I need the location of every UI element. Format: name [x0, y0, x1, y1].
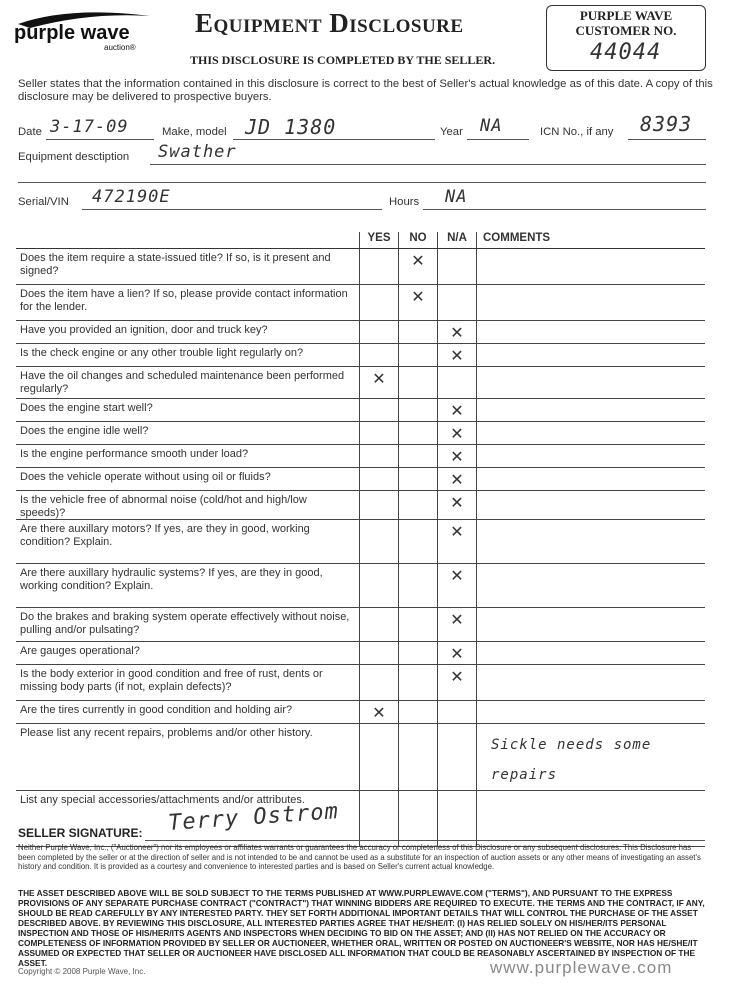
- answer-na-cell[interactable]: [438, 344, 477, 367]
- question-text: Does the item require a state-issued title? If so, is it present and signed?: [16, 249, 360, 285]
- answer-yes-cell[interactable]: [360, 608, 399, 642]
- answer-na-cell[interactable]: [438, 520, 477, 564]
- check-mark-icon: ✕: [450, 426, 464, 443]
- question-text: Is the body exterior in good condition and free of rust, dents or missing body parts (if not, explain defects)?: [16, 665, 360, 701]
- table-row: [16, 285, 705, 321]
- table-row: [16, 701, 705, 724]
- check-mark-icon: ✕: [450, 524, 464, 541]
- answer-na-cell[interactable]: [438, 285, 477, 321]
- answer-yes-cell[interactable]: [360, 564, 399, 608]
- comment-cell[interactable]: [477, 701, 706, 724]
- table-row: [16, 445, 705, 468]
- answer-no-cell[interactable]: [399, 724, 438, 791]
- hours-field[interactable]: NA: [445, 187, 468, 207]
- answer-yes-cell[interactable]: [360, 367, 399, 399]
- answer-yes-cell[interactable]: [360, 285, 399, 321]
- description-label: Equipment desctiption: [18, 151, 130, 163]
- answer-no-cell[interactable]: [399, 642, 438, 665]
- comment-cell[interactable]: [477, 399, 706, 422]
- answer-na-cell[interactable]: [438, 445, 477, 468]
- check-mark-icon: ✕: [450, 348, 464, 365]
- check-mark-icon: ✕: [450, 612, 464, 629]
- comment-cell[interactable]: [477, 791, 706, 847]
- answer-na-cell[interactable]: [438, 422, 477, 445]
- description-underline: [150, 164, 706, 165]
- comment-cell[interactable]: [477, 564, 706, 608]
- serial-field[interactable]: 472190E: [92, 187, 171, 207]
- table-row: [16, 642, 705, 665]
- comment-cell[interactable]: [477, 445, 706, 468]
- comment-cell[interactable]: [477, 642, 706, 665]
- answer-na-cell[interactable]: [438, 724, 477, 791]
- na-header: N/A: [438, 232, 477, 249]
- comment-cell[interactable]: [477, 724, 706, 791]
- question-text: Do the brakes and braking system operate effectively without noise, pulling and/or pulsating?: [16, 608, 360, 642]
- customer-number-value[interactable]: 44044: [590, 40, 662, 65]
- table-row: [16, 468, 705, 491]
- answer-no-cell[interactable]: [399, 608, 438, 642]
- answer-no-cell[interactable]: [399, 249, 438, 285]
- answer-na-cell[interactable]: [438, 665, 477, 701]
- answer-na-cell[interactable]: [438, 468, 477, 491]
- date-field[interactable]: 3-17-09: [50, 117, 129, 137]
- answer-yes-cell[interactable]: [360, 468, 399, 491]
- answer-no-cell[interactable]: [399, 791, 438, 847]
- serial-label: Serial/VIN: [18, 196, 69, 208]
- logo-subtext: auction®: [104, 43, 136, 52]
- year-label: Year: [440, 126, 463, 138]
- form-subtitle: THIS DISCLOSURE IS COMPLETED BY THE SELLER.: [190, 53, 496, 67]
- table-row: [16, 724, 705, 791]
- question-text: Please list any recent repairs, problems and/or other history.: [16, 724, 360, 791]
- table-row: [16, 321, 705, 344]
- question-text: Does the engine start well?: [16, 399, 360, 422]
- answer-yes-cell[interactable]: [360, 344, 399, 367]
- question-text: Does the item have a lien? If so, please provide contact information for the lender.: [16, 285, 360, 321]
- comment-cell[interactable]: [477, 491, 706, 520]
- comment-cell[interactable]: [477, 468, 706, 491]
- answer-yes-cell[interactable]: [360, 422, 399, 445]
- hours-underline: [423, 209, 706, 210]
- table-row: [16, 399, 705, 422]
- question-text: Is the engine performance smooth under load?: [16, 445, 360, 468]
- check-mark-icon: ✕: [450, 325, 464, 342]
- check-mark-icon: ✕: [411, 253, 425, 270]
- disclaimer-text: Neither Purple Wave, Inc., ("Auctioneer") nor its employees or affiliates warrants or guarantees the accuracy or completeness of this Disclosure or any subsequent disclosures. This Disclosure has been completed by the seller or at the direction of seller and is not intended to be and cannot be used as a substitute for an inspection of auction assets or any other means of investigating an asset's history and condition. It is provided as a courtesy and convenience to interested parties and is based on Seller's current actual knowledge.: [18, 843, 701, 872]
- check-mark-icon: ✕: [450, 568, 464, 585]
- table-row: [16, 564, 705, 608]
- comment-cell[interactable]: [477, 608, 706, 642]
- question-header: [16, 232, 360, 249]
- comment-cell[interactable]: [477, 321, 706, 344]
- answer-na-cell[interactable]: [438, 791, 477, 847]
- answer-na-cell[interactable]: [438, 321, 477, 344]
- answer-no-cell[interactable]: [399, 665, 438, 701]
- comments-header: COMMENTS: [477, 232, 706, 249]
- answer-yes-cell[interactable]: [360, 520, 399, 564]
- date-label: Date: [18, 126, 42, 138]
- check-mark-icon: ✕: [372, 371, 386, 388]
- answer-yes-cell[interactable]: [360, 642, 399, 665]
- check-mark-icon: ✕: [372, 705, 386, 722]
- answer-na-cell[interactable]: [438, 642, 477, 665]
- question-text: Are there auxillary motors? If yes, are they in good, working condition? Explain.: [16, 520, 360, 564]
- question-text: List any special accessories/attachments and/or attributes.: [16, 791, 360, 847]
- answer-na-cell[interactable]: [438, 367, 477, 399]
- answer-yes-cell[interactable]: [360, 791, 399, 847]
- check-mark-icon: ✕: [450, 495, 464, 512]
- question-text: Is the vehicle free of abnormal noise (cold/hot and high/low speeds)?: [16, 491, 360, 520]
- answer-yes-cell[interactable]: [360, 724, 399, 791]
- icn-label: ICN No., if any: [540, 126, 614, 138]
- comment-cell[interactable]: [477, 422, 706, 445]
- icn-underline: [628, 139, 706, 140]
- make-model-field[interactable]: JD 1380: [245, 115, 337, 139]
- check-mark-icon: ✕: [450, 646, 464, 663]
- terms-text: THE ASSET DESCRIBED ABOVE WILL BE SOLD SUBJECT TO THE TERMS PUBLISHED AT WWW.PURPLEWAVE.COM ("TERMS"), AND PURSUANT TO THE EXPRESS PROVISIONS OF ANY SEPARATE PURCHASE CONTRACT ("CONTRACT") THAT WINNING BIDDERS ARE REQUIRED TO EXECUTE. THE TERMS AND THE CONTRACT, IF ANY, SHOULD BE READ CAREFULLY BY ANY INTERESTED PARTY. THEY SET FORTH ADDITIONAL IMPORTANT DETAILS THAT WILL CONTROL THE PURCHASE OF THE ASSET DESCRIBED ABOVE. BY REVIEWING THIS DISCLOSURE, ALL INTERESTED PARTIES AGREE THAT HE/SHE/IT: (I) HAS RELIED SOLELY ON HIS/HER/ITS PERSONAL INSPECTION AND THOSE OF HIS/HER/ITS AGENTS AND INSPECTORS WHEN DECIDING TO BID ON THE ASSET; AND (II) HAS NOT RELIED ON THE ACCURACY OR COMPLETENESS OF INFORMATION PROVIDED BY SELLER OR AUCTIONEER, WHETHER ORAL, WRITTEN OR POSTED ON AUCTIONEER'S WEBSITE, NOR HAS HE/SHE/IT ASSUMED OR EXPECTED THAT SELLER OR AUCTIONEER HAVE DISCLOSED ALL INFORMATION THAT COULD BE REASONABLY ASCERTAINED BY INSPECTION OF THE ASSET.: [18, 888, 705, 968]
- table-row: [16, 520, 705, 564]
- answer-na-cell[interactable]: [438, 249, 477, 285]
- seller-signature-label: SELLER SIGNATURE:: [18, 826, 143, 840]
- question-text: Does the engine idle well?: [16, 422, 360, 445]
- answer-na-cell[interactable]: [438, 701, 477, 724]
- comment-cell[interactable]: [477, 285, 706, 321]
- answer-no-cell[interactable]: [399, 399, 438, 422]
- check-mark-icon: ✕: [450, 449, 464, 466]
- answer-na-cell[interactable]: [438, 564, 477, 608]
- logo-text: purple wave: [14, 22, 130, 44]
- comment-cell[interactable]: [477, 367, 706, 399]
- answer-no-cell[interactable]: [399, 564, 438, 608]
- comment-cell[interactable]: [477, 665, 706, 701]
- year-field[interactable]: NA: [480, 116, 503, 136]
- comment-cell[interactable]: [477, 249, 706, 285]
- table-row: [16, 367, 705, 399]
- make-model-underline: [233, 139, 435, 140]
- description-field[interactable]: Swather: [158, 142, 237, 162]
- table-row: [16, 249, 705, 285]
- answer-yes-cell[interactable]: [360, 445, 399, 468]
- answer-yes-cell[interactable]: [360, 701, 399, 724]
- check-mark-icon: ✕: [450, 472, 464, 489]
- question-text: Have you provided an ignition, door and truck key?: [16, 321, 360, 344]
- question-text: Are the tires currently in good condition and holding air?: [16, 701, 360, 724]
- date-underline: [46, 139, 154, 140]
- answer-no-cell[interactable]: [399, 344, 438, 367]
- year-underline: [467, 139, 529, 140]
- check-mark-icon: ✕: [450, 669, 464, 686]
- answer-no-cell[interactable]: [399, 285, 438, 321]
- table-row: [16, 491, 705, 520]
- answer-no-cell[interactable]: [399, 422, 438, 445]
- table-row: [16, 344, 705, 367]
- answer-no-cell[interactable]: [399, 445, 438, 468]
- answer-yes-cell[interactable]: [360, 491, 399, 520]
- form-title: Equipment Disclosure: [195, 8, 464, 38]
- answer-no-cell[interactable]: [399, 468, 438, 491]
- answer-yes-cell[interactable]: [360, 399, 399, 422]
- table-row: [16, 665, 705, 701]
- question-text: Are there auxillary hydraulic systems? If yes, are they in good, working condition? Explain.: [16, 564, 360, 608]
- hours-label: Hours: [389, 196, 420, 208]
- comment-cell[interactable]: [477, 520, 706, 564]
- comment-text: Sickle needs some repairs: [491, 737, 652, 783]
- description-extra-line: [18, 182, 706, 183]
- copyright-text: Copyright © 2008 Purple Wave, Inc.: [18, 967, 146, 976]
- no-header: NO: [399, 232, 438, 249]
- table-header-row: [16, 232, 705, 249]
- icn-field[interactable]: 8393: [640, 112, 693, 136]
- answer-no-cell[interactable]: [399, 520, 438, 564]
- answer-na-cell[interactable]: [438, 491, 477, 520]
- website-text: www.purplewave.com: [490, 958, 673, 977]
- answer-yes-cell[interactable]: [360, 249, 399, 285]
- signature-line: [145, 840, 705, 841]
- answer-na-cell[interactable]: [438, 608, 477, 642]
- table-row: [16, 608, 705, 642]
- question-text: Is the check engine or any other trouble light regularly on?: [16, 344, 360, 367]
- yes-header: YES: [360, 232, 399, 249]
- answer-no-cell[interactable]: [399, 701, 438, 724]
- disclosure-table: [16, 232, 705, 847]
- serial-underline: [82, 209, 382, 210]
- make-model-label: Make, model: [162, 126, 227, 138]
- question-text: Are gauges operational?: [16, 642, 360, 665]
- answer-no-cell[interactable]: [399, 367, 438, 399]
- table-row: [16, 422, 705, 445]
- check-mark-icon: ✕: [411, 289, 425, 306]
- check-mark-icon: ✕: [450, 403, 464, 420]
- answer-yes-cell[interactable]: [360, 665, 399, 701]
- question-text: Have the oil changes and scheduled maintenance been performed regularly?: [16, 367, 360, 399]
- seller-signature[interactable]: Terry Ostrom: [167, 799, 340, 836]
- comment-cell[interactable]: [477, 344, 706, 367]
- answer-no-cell[interactable]: [399, 321, 438, 344]
- answer-no-cell[interactable]: [399, 491, 438, 520]
- question-text: Does the vehicle operate without using oil or fluids?: [16, 468, 360, 491]
- intro-statement: Seller states that the information contained in this disclosure is correct to the best of Seller's actual knowledge as of this date. A copy of this disclosure may be delivered to prospective buyers.: [18, 78, 713, 103]
- customer-number-label: PURPLE WAVE CUSTOMER NO.: [575, 8, 677, 38]
- answer-na-cell[interactable]: [438, 399, 477, 422]
- answer-yes-cell[interactable]: [360, 321, 399, 344]
